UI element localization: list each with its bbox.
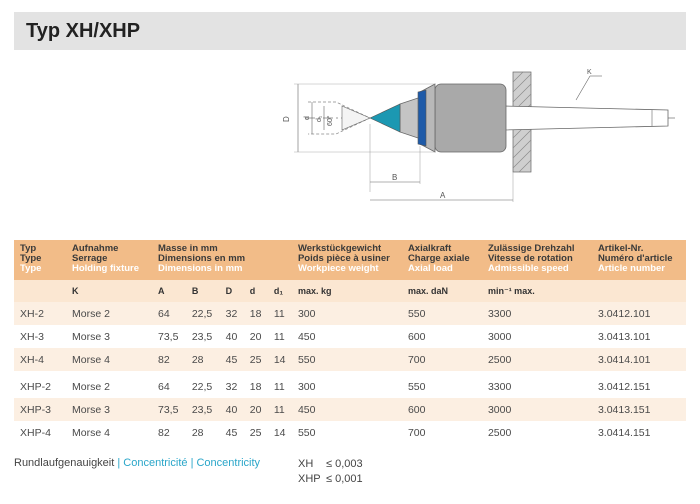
cell-dim-big-d: 40	[225, 330, 238, 343]
cell-dim-b: 23,5	[191, 330, 213, 343]
body	[435, 84, 506, 152]
cell-admissible-speed: 2500	[482, 348, 592, 371]
accuracy-type-xh: XH	[298, 458, 314, 470]
cell-type: XH-2	[14, 302, 66, 325]
cell-dim-big-d: 45	[220, 348, 244, 371]
table-row	[14, 398, 686, 421]
cell-type: XH-4	[14, 348, 66, 371]
cell-admissible-speed: 2500	[487, 426, 512, 439]
cell-article-number: 3.0412.101	[592, 302, 686, 325]
cell-dim-d1: 11	[268, 302, 292, 325]
cell-admissible-speed: 3300	[487, 380, 512, 393]
cell-axial-load: 700	[402, 348, 482, 371]
header-axial-load: Axialkraft Charge axiale Axial load	[402, 240, 482, 280]
accuracy-type-xhp: XHP	[298, 473, 321, 485]
cone-60	[342, 106, 370, 130]
header-article-number: Artikel-Nr. Numéro d'article Article number	[592, 240, 686, 280]
cell-article-number: 3.0413.151	[592, 398, 686, 421]
cell-dim-b: 28	[186, 348, 220, 371]
cell-dim-b: 22,5	[191, 380, 213, 393]
table-row	[14, 348, 686, 371]
morse-taper	[504, 106, 668, 130]
cell-axial-load: 700	[407, 426, 426, 439]
cell-type: XH-3	[20, 330, 44, 343]
dim-K-label: K	[587, 69, 592, 76]
dim-B-label: B	[392, 173, 398, 182]
concentricity-fr: Concentricité	[123, 457, 188, 469]
cell-article-number: 3.0414.101	[592, 348, 686, 371]
cell-workpiece-weight: 300	[292, 302, 402, 325]
cell-holding-fixture: Morse 4	[66, 348, 152, 371]
header-workpiece-weight: Werkstückgewicht Poids pièce à usiner Workpiece weight	[292, 240, 402, 280]
subheader-dim-d: d	[244, 280, 268, 302]
header-type: Typ Type Type	[14, 240, 66, 280]
subheader-dim-a: A	[152, 280, 186, 302]
cell-workpiece-weight: 300	[297, 380, 316, 393]
table-subheader-row	[14, 280, 686, 302]
cell-workpiece-weight: 450	[292, 398, 402, 421]
cell-axial-load: 550	[402, 302, 482, 325]
cell-article-number: 3.0413.101	[597, 330, 651, 343]
seal-ring	[418, 90, 426, 146]
cell-dim-a: 82	[152, 348, 186, 371]
concentricity-en: Concentricity	[196, 457, 261, 469]
cell-dim-a: 73,5	[158, 330, 179, 343]
cell-dim-a: 73,5	[152, 398, 186, 421]
cell-dim-d: 25	[244, 348, 268, 371]
cell-dim-d1: 14	[273, 426, 286, 439]
cell-holding-fixture: Morse 4	[72, 426, 110, 439]
table-row	[14, 375, 686, 398]
cell-article-number: 3.0414.151	[597, 426, 651, 439]
cell-axial-load: 600	[407, 330, 426, 343]
cell-holding-fixture: Morse 2	[66, 302, 152, 325]
subheader-article-number	[592, 280, 686, 302]
separator: |	[190, 457, 194, 469]
concentricity-de: Rundlaufgenauigkeit	[14, 457, 115, 469]
accuracy-value-xh: ≤ 0,003	[326, 458, 363, 470]
cell-dim-d1: 11	[268, 398, 292, 421]
cell-workpiece-weight: 550	[297, 426, 316, 439]
cell-type: XHP-2	[20, 380, 51, 393]
dim-D-label: D	[282, 116, 291, 122]
separator: |	[117, 457, 121, 469]
table-row	[14, 325, 686, 348]
subheader-dim-d1: d₁	[268, 280, 292, 302]
cell-admissible-speed: 3000	[487, 330, 512, 343]
page-title: Typ XH/XHP	[26, 20, 141, 42]
cell-type: XHP-3	[14, 398, 66, 421]
accuracy-value-xhp: ≤ 0,001	[326, 473, 363, 485]
subheader-dim-big-d: D	[220, 280, 244, 302]
technical-drawing	[280, 62, 680, 212]
subheader-workpiece-weight: max. kg	[292, 280, 402, 302]
cell-dim-a: 64	[152, 302, 186, 325]
neck	[400, 98, 418, 138]
dim-A-label: A	[440, 191, 446, 200]
subheader-type	[14, 280, 66, 302]
cell-holding-fixture: Morse 3	[72, 330, 110, 343]
table-row	[14, 302, 686, 325]
subheader-holding-fixture: K	[66, 280, 152, 302]
cell-axial-load: 550	[407, 380, 426, 393]
subheader-axial-load: max. daN	[402, 280, 482, 302]
cell-dim-a: 82	[158, 426, 170, 439]
table-header-row	[14, 240, 686, 280]
cell-dim-d: 25	[249, 426, 262, 439]
cell-type: XHP-4	[20, 426, 51, 439]
header-dimensions: Masse in mm Dimensions en mm Dimensions in mm	[152, 240, 292, 280]
cell-admissible-speed: 3000	[482, 398, 592, 421]
cell-dim-a: 64	[158, 380, 170, 393]
dim-d1-label: d₁	[316, 115, 323, 122]
header-admissible-speed: Zulässige Drehzahl Vitesse de rotation Admissible speed	[482, 240, 592, 280]
accuracy-types	[298, 457, 321, 487]
cell-dim-d: 20	[244, 398, 268, 421]
dim-d-label: d	[304, 116, 311, 120]
table-row	[14, 421, 686, 444]
cell-dim-d1: 11	[273, 330, 285, 343]
cell-article-number: 3.0412.151	[597, 380, 651, 393]
cell-workpiece-weight: 450	[297, 330, 316, 343]
cell-dim-big-d: 32	[225, 380, 238, 393]
cell-axial-load: 600	[402, 398, 482, 421]
cell-dim-big-d: 40	[220, 398, 244, 421]
subheader-dim-b: B	[186, 280, 220, 302]
concentricity-label	[14, 457, 260, 469]
cell-dim-d: 20	[249, 330, 262, 343]
cell-holding-fixture: Morse 3	[66, 398, 152, 421]
accuracy-values	[326, 457, 363, 487]
cell-dim-d: 18	[249, 380, 262, 393]
center-point	[370, 104, 400, 132]
subheader-admissible-speed: min⁻¹ max.	[482, 280, 592, 302]
cell-dim-b: 22,5	[186, 302, 220, 325]
angle-label: 60°	[327, 115, 334, 126]
cell-dim-big-d: 45	[225, 426, 238, 439]
cell-dim-b: 28	[191, 426, 204, 439]
cell-workpiece-weight: 550	[292, 348, 402, 371]
title-bar	[14, 12, 686, 50]
header-holding-fixture: Aufnahme Serrage Holding fixture	[66, 240, 152, 280]
cell-dim-d: 18	[244, 302, 268, 325]
cell-dim-big-d: 32	[220, 302, 244, 325]
cell-dim-b: 23,5	[186, 398, 220, 421]
cell-dim-d1: 11	[273, 380, 285, 393]
spec-table	[14, 240, 686, 444]
cell-dim-d1: 14	[268, 348, 292, 371]
cell-holding-fixture: Morse 2	[72, 380, 110, 393]
cell-admissible-speed: 3300	[482, 302, 592, 325]
